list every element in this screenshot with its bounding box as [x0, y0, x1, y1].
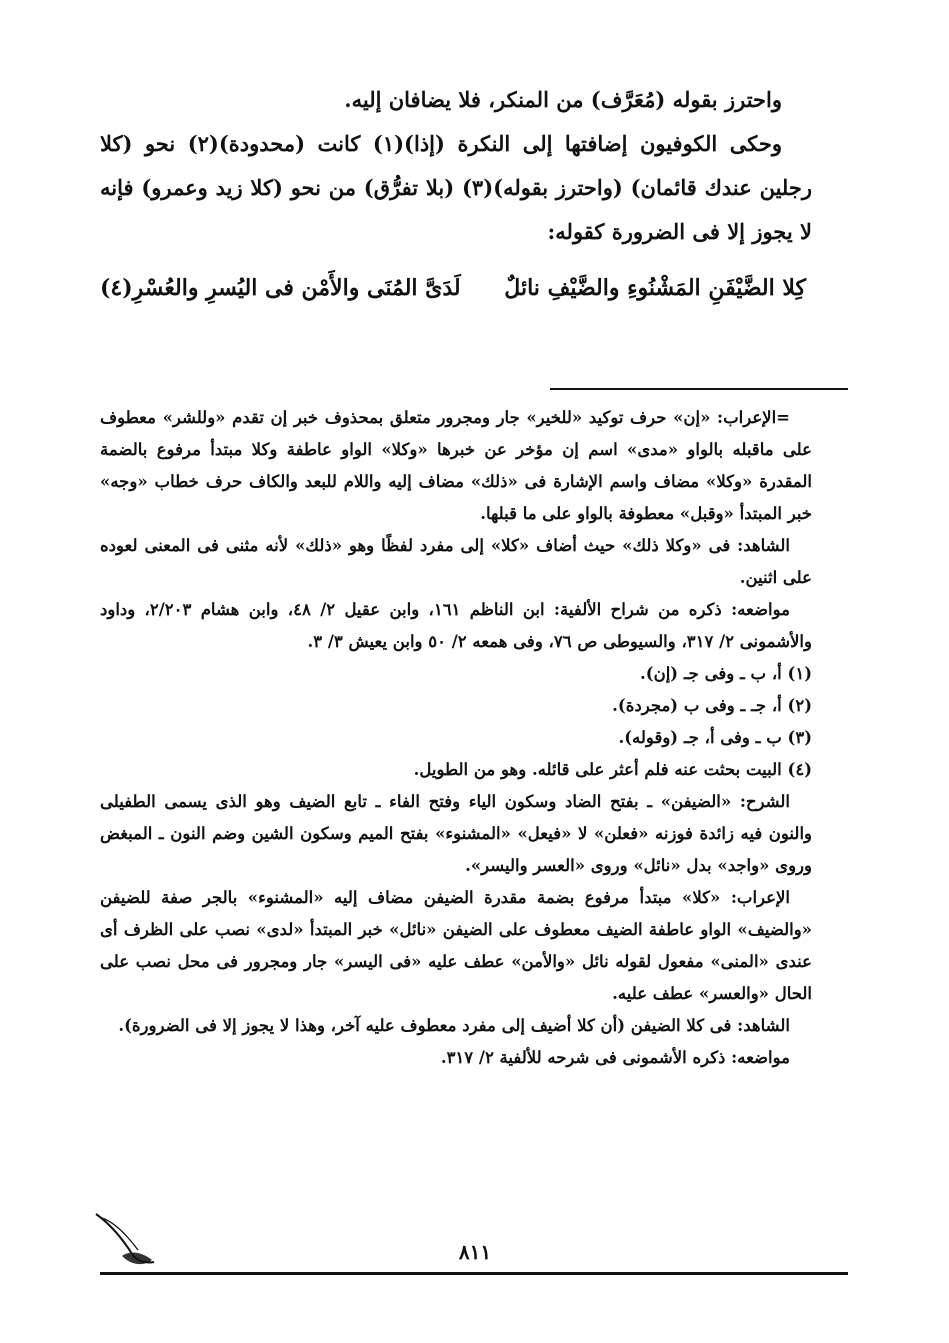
note-sharh: الشرح: «الضيفن» ـ بفتح الضاد وسكون الياء وفتح الفاء ـ تابع الضيف وهو الذى يسمى الطفيلى والنون فيه زائدة فوزنه «فعلن» لا «فيعل» «المشنوء» بفتح الميم وسكون الشين وضم النون ـ المبغض وروى «واجد» بدل «نائل» وروى «العسر واليسر».	[100, 792, 812, 875]
verse-second-hemistich: لَدَىَّ المُنَى والأَمْن فى اليُسرِ والعُسْرِ(٤)	[100, 275, 461, 301]
main-text	[100, 78, 812, 310]
verse-first-hemistich: كِلا الضَّيْفَنِ المَشْنُوءِ والضَّيْفِ نائلٌ	[504, 275, 806, 301]
note-mawadi-2: مواضعه: ذكره الأشمونى فى شرحه للألفية ٢/ ٣١٧.	[440, 1048, 790, 1067]
note-irab: =الإعراب: «إن» حرف توكيد «للخير» جار ومجرور متعلق بمحذوف خبر إن تقدم «وللشر» معطوف على ماقبله بالواو «مدى» اسم إن مؤخر عن خبرها «وكلا» الواو عاطفة وكلا مبتدأ مرفوع بالضمة المقدرة «وكلا» مضاف واسم الإشارة فى «ذلك» مضاف إليه واللام للبعد والكاف حرف خطاب «وجه» خبر المبتدأ «وقبل» معطوفة بالواو على ما قبلها.	[100, 408, 812, 523]
note-mawadi: مواضعه: ذكره من شراح الألفية: ابن الناظم ١٦١، وابن عقيل ٢/ ٤٨، وابن هشام ٢/٢٠٣، وداود والأشمونى ٢/ ٣١٧، والسيوطى ص ٧٦، وفى همعه ٢/ ٥٠ وابن يعيش ٣/ ٣.	[100, 600, 812, 651]
footnote-2: (٢) أ، جـ ـ وفى ب (مجردة).	[612, 696, 812, 715]
footnote-3: (٣) ب ـ وفى أ، جـ (وقوله).	[618, 728, 812, 747]
verse	[100, 266, 812, 310]
footnotes	[100, 402, 812, 1074]
page-number: ٨١١	[458, 1240, 492, 1264]
bottom-rule	[100, 1272, 848, 1275]
footnote-1: (١) أ، ب ـ وفى جـ (إن).	[640, 664, 812, 683]
paragraph-2: وحكى الكوفيون إضافتها إلى النكرة (إذا)(١) كانت (محدودة)(٢) نحو (كلا رجلين عندك قائمان) (واحترز بقوله)(٣) (بلا تفرُّق) من نحو (كلا زيد وعمرو) فإنه لا يجوز إلا فى الضرورة كقوله:	[100, 131, 812, 244]
quill-icon	[92, 1210, 162, 1270]
footnote-4: (٤) البيت بحثت عنه فلم أعثر على قائله. وهو من الطويل.	[413, 760, 812, 779]
paragraph-1: واحترز بقوله (مُعَرَّف) من المنكر، فلا يضافان إليه.	[344, 87, 782, 112]
note-shahid: الشاهد: فى «وكلا ذلك» حيث أضاف «كلا» إلى مفرد لفظًا وهو «ذلك» لأنه مثنى فى المعنى لعوده على اثنين.	[100, 536, 812, 587]
note-irab-2: الإعراب: «كلا» مبتدأ مرفوع بضمة مقدرة الضيفن مضاف إليه «المشنوء» بالجر صفة للضيفن «والضيف» الواو عاطفة الضيف معطوف على الضيفن «نائل» خبر المبتدأ «لدى» نصب على الظرف أى عندى «المنى» مفعول لقوله نائل «والأمن» عطف عليه «فى اليسر» جار ومجرور فى محل نصب على الحال «والعسر» عطف عليه.	[100, 888, 812, 1003]
footnote-separator	[550, 388, 848, 390]
note-shahid-2: الشاهد: فى كلا الضيفن (أن كلا أضيف إلى مفرد معطوف عليه آخر، وهذا لا يجوز إلا فى الضرورة).	[118, 1016, 790, 1035]
